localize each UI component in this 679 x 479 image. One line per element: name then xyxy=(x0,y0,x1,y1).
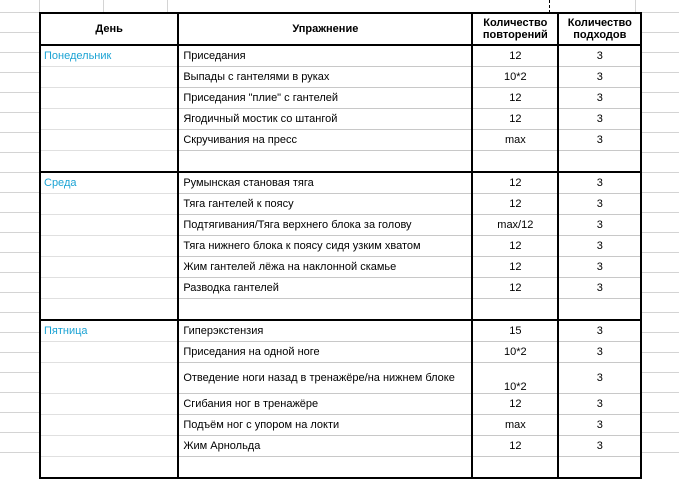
table-row xyxy=(40,215,641,236)
sets-cell[interactable]: 3 xyxy=(558,45,641,67)
sets-cell[interactable]: 3 xyxy=(558,257,641,278)
sets-cell[interactable]: 3 xyxy=(558,320,641,342)
day-empty-cell[interactable] xyxy=(40,436,114,457)
exercise-cell[interactable]: Тяга гантелей к поясу xyxy=(178,194,472,215)
day-empty-cell[interactable] xyxy=(40,215,114,236)
day-empty-cell[interactable] xyxy=(40,394,114,415)
header-day[interactable]: День xyxy=(40,13,178,45)
reps-cell[interactable]: 12 xyxy=(472,436,558,457)
spacer-row xyxy=(40,151,641,173)
exercise-cell[interactable]: Тяга нижнего блока к поясу сидя узким хватом xyxy=(178,236,472,257)
empty-cell[interactable] xyxy=(114,172,178,194)
sets-cell[interactable]: 3 xyxy=(558,130,641,151)
exercise-cell[interactable]: Выпады с гантелями в руках xyxy=(178,67,472,88)
exercise-cell[interactable] xyxy=(178,151,472,173)
empty-cell[interactable] xyxy=(114,457,178,479)
reps-cell[interactable]: 12 xyxy=(472,194,558,215)
reps-cell[interactable] xyxy=(472,299,558,321)
header-row xyxy=(40,13,641,45)
empty-cell[interactable] xyxy=(114,151,178,173)
exercise-cell[interactable]: Ягодичный мостик со штангой xyxy=(178,109,472,130)
reps-cell[interactable] xyxy=(472,457,558,479)
exercise-cell[interactable]: Гиперэкстензия xyxy=(178,320,472,342)
day-empty-cell[interactable] xyxy=(40,415,114,436)
spacer-row xyxy=(40,457,641,479)
table-row xyxy=(40,320,641,342)
reps-cell[interactable]: max/12 xyxy=(472,215,558,236)
reps-cell[interactable]: 12 xyxy=(472,236,558,257)
workout-schedule-table xyxy=(39,12,642,479)
exercise-cell[interactable]: Румынская становая тяга xyxy=(178,172,472,194)
day-cell[interactable]: Понедельник xyxy=(40,45,114,67)
table-row xyxy=(40,363,641,394)
day-empty-cell[interactable] xyxy=(40,151,114,173)
empty-cell[interactable] xyxy=(114,320,178,342)
exercise-cell[interactable] xyxy=(178,457,472,479)
table-row xyxy=(40,67,641,88)
table-row xyxy=(40,236,641,257)
reps-cell[interactable]: 12 xyxy=(472,278,558,299)
day-empty-cell[interactable] xyxy=(40,67,114,88)
empty-cell[interactable] xyxy=(114,67,178,88)
sets-cell[interactable]: 3 xyxy=(558,415,641,436)
exercise-cell[interactable]: Подтягивания/Тяга верхнего блока за голову xyxy=(178,215,472,236)
reps-cell[interactable] xyxy=(472,151,558,173)
sets-cell[interactable]: 3 xyxy=(558,194,641,215)
reps-cell[interactable]: 12 xyxy=(472,45,558,67)
reps-cell[interactable]: max xyxy=(472,415,558,436)
schedule-body xyxy=(40,45,641,478)
sets-cell[interactable]: 3 xyxy=(558,109,641,130)
table-row xyxy=(40,130,641,151)
reps-cell[interactable]: max xyxy=(472,130,558,151)
table-row xyxy=(40,415,641,436)
sets-cell[interactable] xyxy=(558,299,641,321)
sets-cell[interactable]: 3 xyxy=(558,342,641,363)
sets-cell[interactable] xyxy=(558,151,641,173)
day-empty-cell[interactable] xyxy=(40,194,114,215)
day-cell[interactable]: Среда xyxy=(40,172,114,194)
empty-cell[interactable] xyxy=(114,394,178,415)
reps-cell[interactable]: 15 xyxy=(472,320,558,342)
sets-cell[interactable] xyxy=(558,457,641,479)
day-empty-cell[interactable] xyxy=(40,88,114,109)
reps-cell[interactable]: 10*2 xyxy=(472,363,558,394)
empty-cell[interactable] xyxy=(114,342,178,363)
header-exercise[interactable]: Упражнение xyxy=(178,13,472,45)
reps-cell[interactable]: 12 xyxy=(472,172,558,194)
exercise-cell[interactable]: Разводка гантелей xyxy=(178,278,472,299)
day-empty-cell[interactable] xyxy=(40,342,114,363)
header-sets[interactable]: Количество подходов xyxy=(558,13,641,45)
sets-cell[interactable]: 3 xyxy=(558,215,641,236)
table-row xyxy=(40,436,641,457)
empty-cell[interactable] xyxy=(114,109,178,130)
day-empty-cell[interactable] xyxy=(40,363,114,394)
empty-cell[interactable] xyxy=(114,215,178,236)
day-empty-cell[interactable] xyxy=(40,299,114,321)
exercise-cell[interactable]: Приседания xyxy=(178,45,472,67)
table-row xyxy=(40,394,641,415)
empty-cell[interactable] xyxy=(114,278,178,299)
exercise-cell[interactable]: Скручивания на пресс xyxy=(178,130,472,151)
sets-cell[interactable]: 3 xyxy=(558,172,641,194)
table-row xyxy=(40,342,641,363)
table-row xyxy=(40,88,641,109)
exercise-cell[interactable]: Жим гантелей лёжа на наклонной скамье xyxy=(178,257,472,278)
empty-cell[interactable] xyxy=(114,436,178,457)
sets-cell[interactable]: 3 xyxy=(558,394,641,415)
empty-cell[interactable] xyxy=(114,88,178,109)
empty-cell[interactable] xyxy=(114,236,178,257)
empty-cell[interactable] xyxy=(114,130,178,151)
reps-cell[interactable]: 12 xyxy=(472,257,558,278)
exercise-cell[interactable] xyxy=(178,299,472,321)
sets-cell[interactable]: 3 xyxy=(558,363,641,394)
day-empty-cell[interactable] xyxy=(40,257,114,278)
sets-cell[interactable]: 3 xyxy=(558,436,641,457)
empty-cell[interactable] xyxy=(114,415,178,436)
day-empty-cell[interactable] xyxy=(40,457,114,479)
day-empty-cell[interactable] xyxy=(40,236,114,257)
exercise-cell[interactable]: Жим Арнольда xyxy=(178,436,472,457)
day-empty-cell[interactable] xyxy=(40,109,114,130)
spacer-row xyxy=(40,299,641,321)
table-row xyxy=(40,45,641,67)
table-row xyxy=(40,278,641,299)
table-row xyxy=(40,109,641,130)
day-empty-cell[interactable] xyxy=(40,130,114,151)
reps-cell[interactable]: 10*2 xyxy=(472,342,558,363)
exercise-cell[interactable]: Приседания "плие" с гантелей xyxy=(178,88,472,109)
sets-cell[interactable]: 3 xyxy=(558,88,641,109)
day-empty-cell[interactable] xyxy=(40,278,114,299)
exercise-cell[interactable]: Сгибания ног в тренажёре xyxy=(178,394,472,415)
empty-cell[interactable] xyxy=(114,299,178,321)
empty-cell[interactable] xyxy=(114,257,178,278)
sets-cell[interactable]: 3 xyxy=(558,236,641,257)
table-row xyxy=(40,172,641,194)
table-row xyxy=(40,257,641,278)
header-reps[interactable]: Количество повторений xyxy=(472,13,558,45)
reps-cell[interactable]: 10*2 xyxy=(472,67,558,88)
reps-cell[interactable]: 12 xyxy=(472,394,558,415)
sets-cell[interactable]: 3 xyxy=(558,278,641,299)
exercise-cell[interactable]: Приседания на одной ноге xyxy=(178,342,472,363)
exercise-cell[interactable]: Отведение ноги назад в тренажёре/на нижнем блоке xyxy=(178,363,472,394)
empty-cell[interactable] xyxy=(114,45,178,67)
empty-cell[interactable] xyxy=(114,194,178,215)
reps-cell[interactable]: 12 xyxy=(472,88,558,109)
sets-cell[interactable]: 3 xyxy=(558,67,641,88)
day-cell[interactable]: Пятница xyxy=(40,320,114,342)
empty-cell[interactable] xyxy=(114,363,178,394)
reps-cell[interactable]: 12 xyxy=(472,109,558,130)
table-row xyxy=(40,194,641,215)
exercise-cell[interactable]: Подъём ног с упором на локти xyxy=(178,415,472,436)
